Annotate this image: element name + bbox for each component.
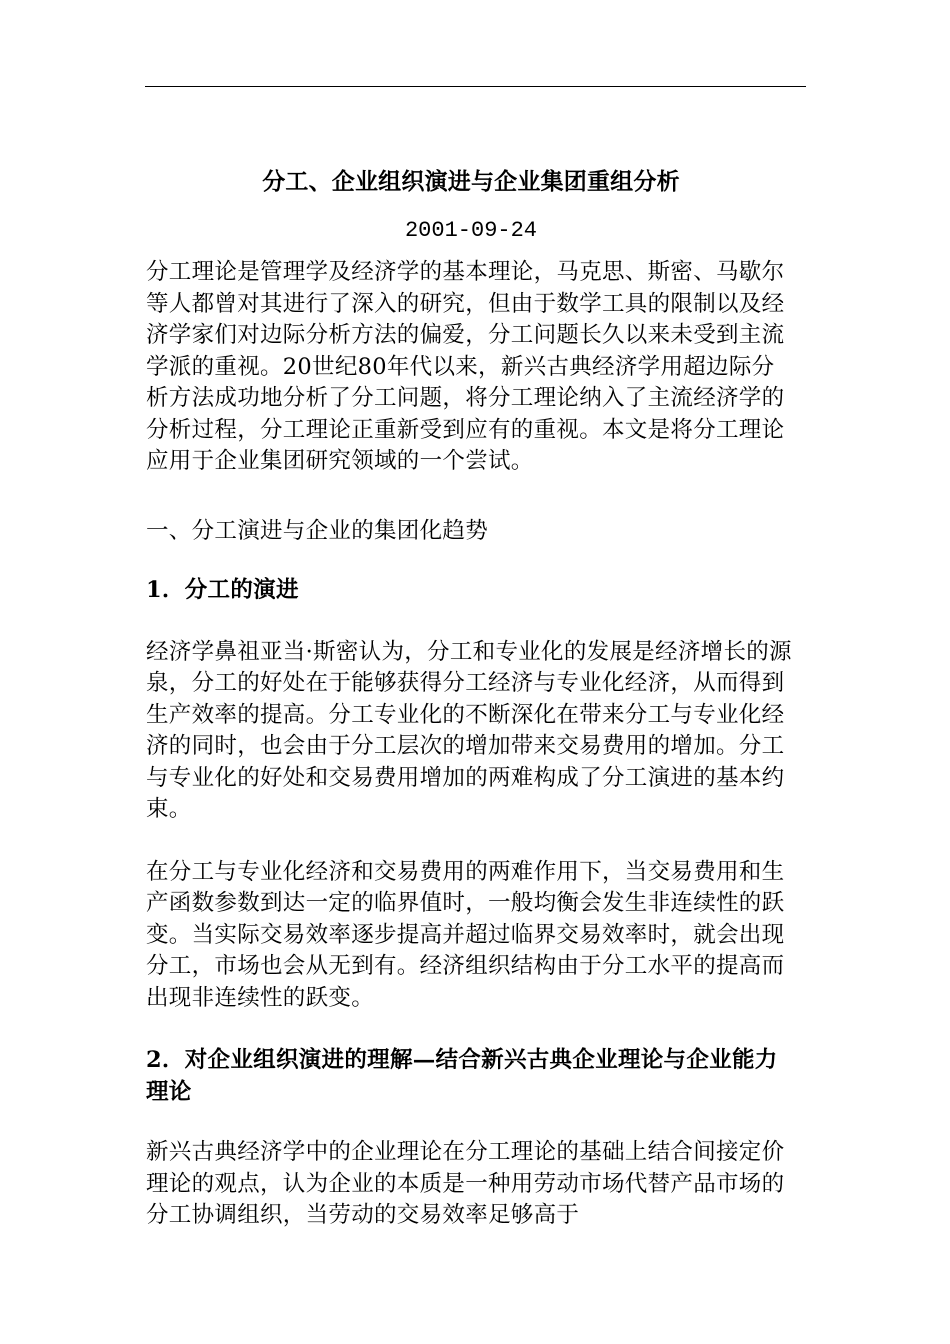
document-date: 2001-09-24 [404, 218, 538, 243]
subsection-heading-2: 2．对企业组织演进的理解—结合新兴古典企业理论与企业能力理论 [146, 1047, 778, 1105]
intro-paragraph: 分工理论是管理学及经济学的基本理论，马克思、斯密、马歇尔等人都曾对其进行了深入的研究，但由于数学工具的限制以及经济学家们对边际分析方法的偏爱，分工问题长久以来未受到主流学派的重视。20世纪80年代以来，新兴古典经济学用超边际分析方法成功地分析了分工问题，将分工理论纳入了主流经济学的分析过程，分工理论正重新受到应有的重视。本文是将分工理论应用于企业集团研究领域的一个尝试。 [146, 259, 785, 474]
document-title: 分工、企业组织演进与企业集团重组分析 [262, 168, 680, 195]
document-body [146, 165, 796, 1263]
subsection-1-paragraph-2: 在分工与专业化经济和交易费用的两难作用下，当交易费用和生产函数参数到达一定的临界值时，一般均衡会发生非连续性的跃变。当实际交易效率逐步提高并超过临界交易效率时，就会出现分工，市场也会从无到有。经济组织结构由于分工水平的提高而出现非连续性的跃变。 [146, 858, 785, 1011]
subsection-heading-1: 1．分工的演进 [146, 577, 299, 603]
section-heading-1: 一、分工演进与企业的集团化趋势 [146, 517, 489, 544]
header-rule [145, 86, 806, 87]
subsection-1-paragraph-1: 经济学鼻祖亚当·斯密认为，分工和专业化的发展是经济增长的源泉，分工的好处在于能够获得分工经济与专业化经济，从而得到生产效率的提高。分工专业化的不断深化在带来分工与专业化经济的同时，也会由于分工层次的增加带来交易费用的增加。分工与专业化的好处和交易费用增加的两难构成了分工演进的基本约束。 [146, 638, 792, 822]
subsection-2-paragraph-1: 新兴古典经济学中的企业理论在分工理论的基础上结合间接定价理论的观点，认为企业的本质是一种用劳动市场代替产品市场的分工协调组织，当劳动的交易效率足够高于 [146, 1139, 785, 1228]
